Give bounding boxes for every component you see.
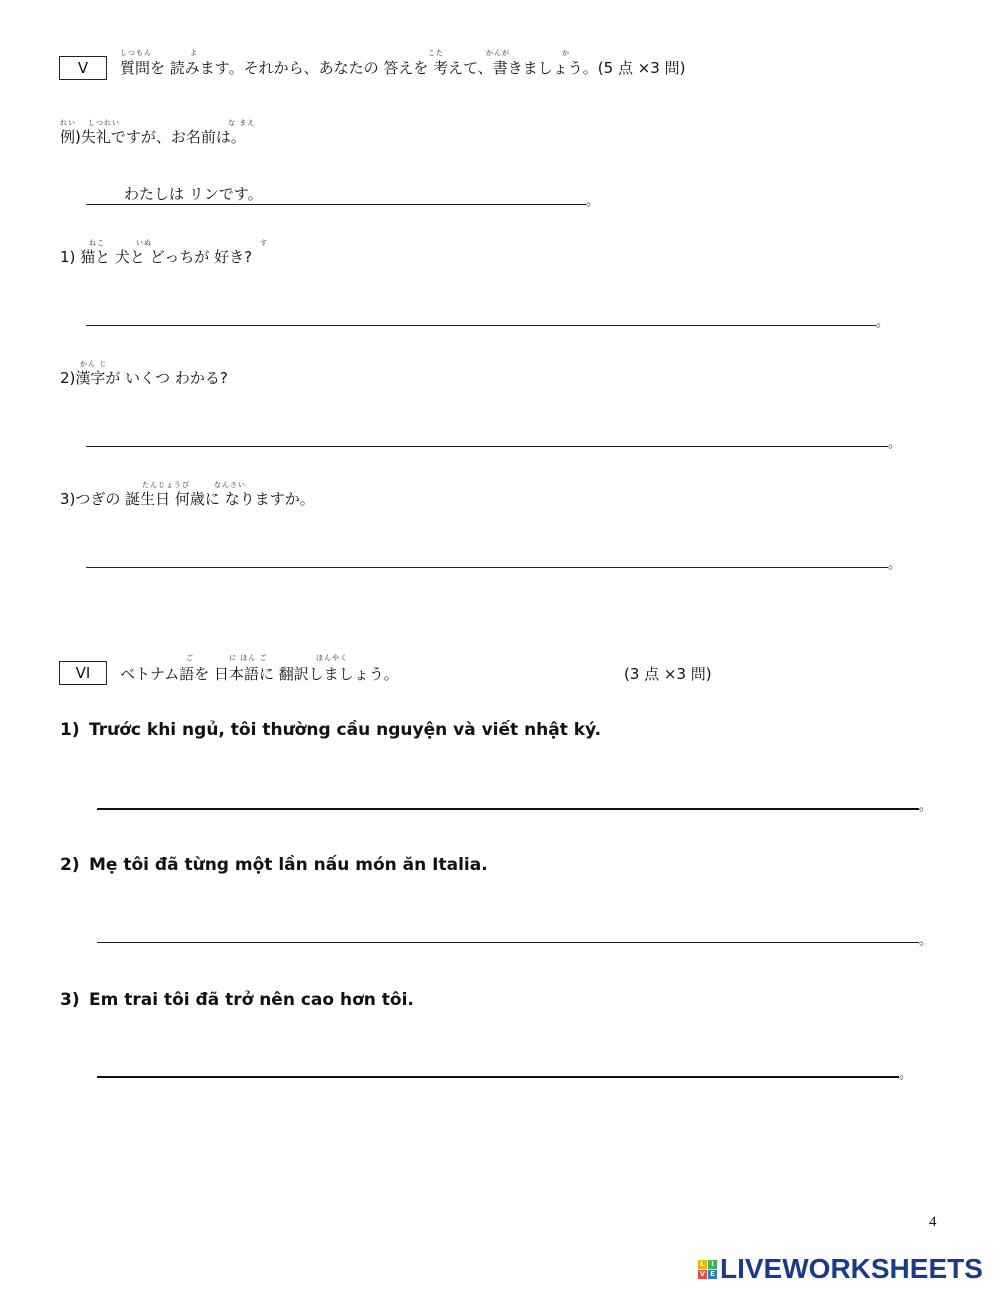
question-6-3-number: 3) [60, 990, 80, 1010]
ruby-shitsumon: しつもん [120, 49, 152, 57]
ruby-kanga: かんが [486, 49, 510, 57]
example-question: 例)失礼ですが、お名前は。 [60, 128, 246, 146]
question-6-2-number: 2) [60, 855, 80, 875]
example-period: 。 [586, 194, 600, 209]
answer-6-2-period: 。 [919, 933, 933, 948]
question-6-1-number: 1) [60, 720, 80, 740]
example-answer-line [86, 204, 586, 205]
answer-5-2-line [86, 446, 888, 447]
logo-letter-l: L [698, 1260, 707, 1269]
answer-5-3-line [86, 567, 888, 568]
logo-letter-e: E [708, 1270, 717, 1279]
ruby-inu: いぬ [136, 239, 152, 247]
answer-5-1-line [86, 325, 876, 326]
page-number: 4 [929, 1214, 937, 1230]
answer-5-3-input[interactable] [86, 544, 896, 566]
answer-6-3-line [97, 1076, 899, 1078]
answer-5-1-period: 。 [876, 315, 890, 330]
logo-letter-v: V [699, 1269, 706, 1278]
section-6-points: (3 点 ×3 問) [624, 665, 712, 683]
ruby-ka: か [562, 49, 570, 57]
ruby-su: す [260, 239, 268, 247]
section-5-label: V [59, 56, 107, 80]
ruby-yo: よ [190, 49, 198, 57]
example-answer: わたしは リンです。 [124, 185, 263, 203]
logo-mark-icon [698, 1260, 717, 1279]
answer-5-1-input[interactable] [86, 302, 884, 324]
ruby-kanji: かん じ [80, 360, 108, 368]
ruby-go: ご [186, 654, 194, 662]
ruby-nihongo: に ほん ご [229, 654, 268, 662]
answer-5-2-period: 。 [888, 436, 902, 451]
answer-6-2-input[interactable] [97, 919, 927, 941]
liveworksheets-logo [698, 1253, 983, 1285]
answer-6-2-line [97, 942, 919, 943]
answer-6-3-input[interactable] [97, 1053, 907, 1075]
answer-6-3-period: 。 [899, 1067, 913, 1082]
answer-6-1-period: 。 [919, 799, 933, 814]
ruby-shitsurei: しつれい [88, 119, 120, 127]
section-6-label: VI [59, 661, 107, 685]
question-6-2: Mẹ tôi đã từng một lần nấu món ăn Italia. [89, 855, 488, 875]
question-6-1: Trước khi ngủ, tôi thường cầu nguyện và viết nhật ký. [89, 720, 602, 740]
answer-5-3-period: 。 [888, 557, 902, 572]
section-5-instruction: 質問を 読みます。それから、あなたの 答えを 考えて、書きましょう。(5 点 ×3 問) [120, 59, 686, 77]
answer-6-1-line [97, 808, 919, 810]
answer-6-1-input[interactable] [97, 785, 927, 807]
ruby-namae: な まえ [228, 119, 256, 127]
logo-letter-i: I [708, 1260, 717, 1269]
question-5-3: 3)つぎの 誕生日 何歳に なりますか。 [60, 490, 315, 508]
ruby-tanjoubi: たんじょうび [142, 481, 190, 489]
logo-text: LIVEWORKSHEETS [720, 1253, 983, 1284]
question-6-3: Em trai tôi đã trở nên cao hơn tôi. [89, 990, 414, 1010]
ruby-rei: れい [60, 119, 76, 127]
question-5-1: 1) 猫と 犬と どっちが 好き? [60, 248, 253, 266]
ruby-honyaku: ほんやく [316, 654, 348, 662]
section-6-instruction: ベトナム語を 日本語に 翻訳しましょう。 [120, 665, 399, 683]
ruby-neko: ねこ [89, 239, 105, 247]
question-5-2: 2)漢字が いくつ わかる? [60, 369, 228, 387]
ruby-nansai: なんさい [214, 481, 246, 489]
ruby-kota: こた [428, 49, 444, 57]
answer-5-2-input[interactable] [86, 423, 896, 445]
